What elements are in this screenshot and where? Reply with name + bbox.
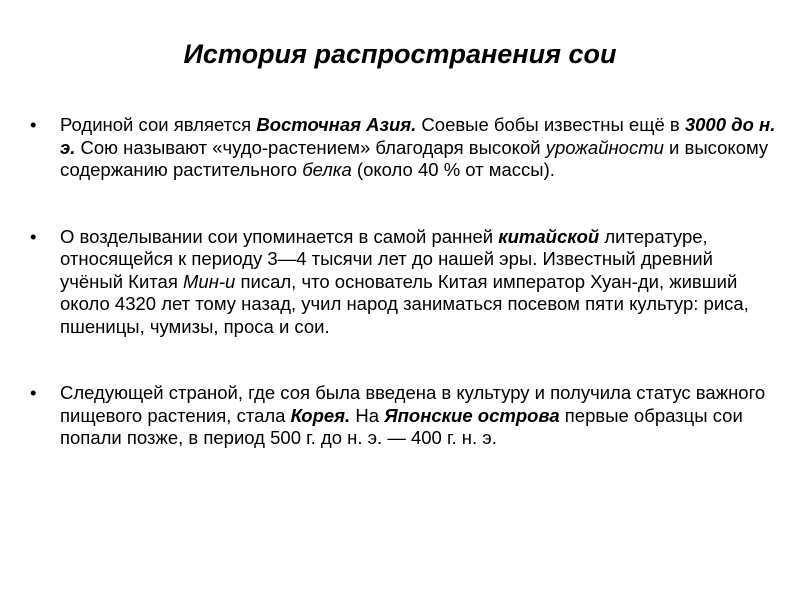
bullet-text: первые образцы сои попали позже, в период 500 г. до н. э. — 400 г. н. э. xyxy=(60,404,743,448)
bullet-text: Сою называют «чудо-растением» благодаря высокой xyxy=(75,136,546,158)
bullet-text: Родиной сои является xyxy=(60,114,257,135)
bullet-marker: • xyxy=(30,382,37,403)
bullet-item-china xyxy=(30,226,778,339)
bullet-marker: • xyxy=(30,225,37,247)
bullet-text: литературе, относящейся к периоду 3—4 тысячи лет до нашей эры. Известный древний учёный Китая xyxy=(60,225,713,292)
bullet-text: О возделывании сои упоминается в самой ранней xyxy=(60,225,499,247)
bullet-emphasis: Восточная Азия. xyxy=(256,114,417,135)
bullet-text: На xyxy=(350,404,385,426)
bullet-emphasis: Корея. xyxy=(290,404,351,426)
bullet-item-homeland xyxy=(30,114,778,182)
bullet-marker: • xyxy=(30,114,37,135)
bullet-list xyxy=(30,114,778,494)
bullet-text: Соевые бобы известны ещё в xyxy=(416,114,685,135)
bullet-italic: Мин-и xyxy=(183,270,236,292)
bullet-italic: белка xyxy=(302,159,352,180)
bullet-italic: урожайности xyxy=(545,136,664,158)
bullet-emphasis: китайской xyxy=(498,225,600,247)
bullet-emphasis: Японские острова xyxy=(384,404,560,426)
bullet-text: писал, что основатель Китая император Хуан-ди, живший около 4320 лет тому назад, учил народ заниматься посевом пяти культур: риса, пшеницы, чумизы, проса и сои. xyxy=(60,270,749,337)
bullet-text: Следующей страной, где соя была введена в культуру и получила статус важного пищевого растения, стала xyxy=(60,382,766,426)
bullet-emphasis: 3000 до н. э. xyxy=(60,114,776,158)
bullet-text: (около 40 % от массы). xyxy=(351,159,555,180)
bullet-item-korea-japan xyxy=(30,382,778,450)
bullet-text: и высокому содержанию растительного xyxy=(60,136,769,180)
slide-title: История распространения сои xyxy=(183,39,617,69)
